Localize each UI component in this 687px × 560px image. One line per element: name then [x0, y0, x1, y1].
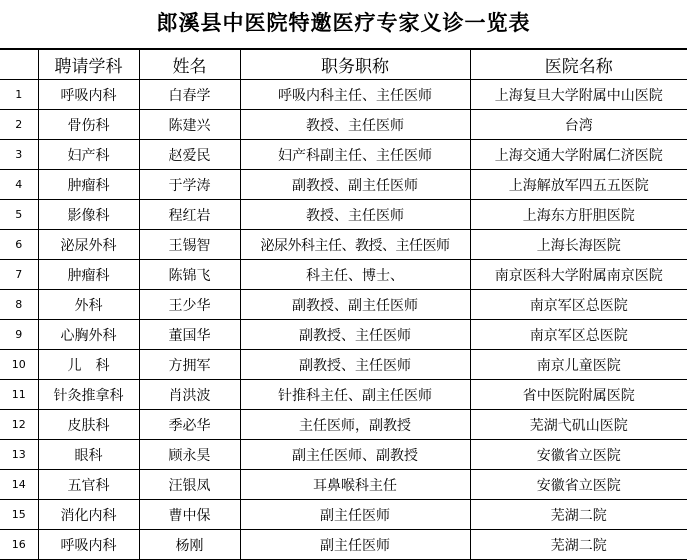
cell-name[interactable]: 季必华	[139, 410, 240, 440]
table-row	[0, 470, 687, 500]
cell-position[interactable]: 主任医师，副教授	[240, 410, 470, 440]
cell-number[interactable]: 15	[0, 500, 38, 530]
cell-hospital[interactable]: 南京儿童医院	[470, 350, 687, 380]
table-body	[0, 80, 687, 560]
cell-number[interactable]: 2	[0, 110, 38, 140]
cell-number[interactable]: 13	[0, 440, 38, 470]
cell-number[interactable]: 8	[0, 290, 38, 320]
cell-position[interactable]: 泌尿外科主任、教授、主任医师	[240, 230, 470, 260]
table-row	[0, 440, 687, 470]
cell-position[interactable]: 科主任、博士、	[240, 260, 470, 290]
cell-name[interactable]: 杨刚	[139, 530, 240, 560]
cell-hospital[interactable]: 南京军区总医院	[470, 320, 687, 350]
sheet-title: 郎溪县中医院特邀医疗专家义诊一览表	[0, 0, 687, 49]
cell-department[interactable]: 骨伤科	[38, 110, 139, 140]
table-row	[0, 200, 687, 230]
cell-number[interactable]: 16	[0, 530, 38, 560]
cell-hospital[interactable]: 上海交通大学附属仁济医院	[470, 140, 687, 170]
table-row	[0, 350, 687, 380]
cell-name[interactable]: 王少华	[139, 290, 240, 320]
cell-number[interactable]: 11	[0, 380, 38, 410]
cell-name[interactable]: 陈建兴	[139, 110, 240, 140]
cell-name[interactable]: 汪银凤	[139, 470, 240, 500]
cell-department[interactable]: 肿瘤科	[38, 260, 139, 290]
header-department[interactable]: 聘请学科	[38, 50, 139, 80]
cell-hospital[interactable]: 南京医科大学附属南京医院	[470, 260, 687, 290]
header-name[interactable]: 姓名	[139, 50, 240, 80]
cell-position[interactable]: 耳鼻喉科主任	[240, 470, 470, 500]
header-number[interactable]	[0, 50, 38, 80]
table-row	[0, 140, 687, 170]
cell-position[interactable]: 副主任医师、副教授	[240, 440, 470, 470]
cell-name[interactable]: 肖洪波	[139, 380, 240, 410]
cell-number[interactable]: 9	[0, 320, 38, 350]
cell-name[interactable]: 方拥军	[139, 350, 240, 380]
cell-name[interactable]: 董国华	[139, 320, 240, 350]
cell-department[interactable]: 儿 科	[38, 350, 139, 380]
cell-number[interactable]: 1	[0, 80, 38, 110]
cell-hospital[interactable]: 上海解放军四五五医院	[470, 170, 687, 200]
cell-name[interactable]: 陈锦飞	[139, 260, 240, 290]
cell-hospital[interactable]: 台湾	[470, 110, 687, 140]
cell-position[interactable]: 副教授、主任医师	[240, 350, 470, 380]
cell-department[interactable]: 妇产科	[38, 140, 139, 170]
cell-department[interactable]: 眼科	[38, 440, 139, 470]
cell-name[interactable]: 于学涛	[139, 170, 240, 200]
header-position[interactable]: 职务职称	[240, 50, 470, 80]
cell-hospital[interactable]: 芜湖二院	[470, 530, 687, 560]
cell-department[interactable]: 影像科	[38, 200, 139, 230]
cell-number[interactable]: 6	[0, 230, 38, 260]
cell-position[interactable]: 教授、主任医师	[240, 110, 470, 140]
table-row	[0, 260, 687, 290]
cell-department[interactable]: 消化内科	[38, 500, 139, 530]
cell-position[interactable]: 呼吸内科主任、主任医师	[240, 80, 470, 110]
cell-hospital[interactable]: 上海东方肝胆医院	[470, 200, 687, 230]
cell-position[interactable]: 副主任医师	[240, 500, 470, 530]
expert-table	[0, 49, 687, 560]
table-row	[0, 530, 687, 560]
cell-name[interactable]: 程红岩	[139, 200, 240, 230]
cell-name[interactable]: 赵爱民	[139, 140, 240, 170]
cell-department[interactable]: 外科	[38, 290, 139, 320]
cell-position[interactable]: 妇产科副主任、主任医师	[240, 140, 470, 170]
cell-hospital[interactable]: 芜湖二院	[470, 500, 687, 530]
cell-name[interactable]: 白春学	[139, 80, 240, 110]
table-row	[0, 110, 687, 140]
cell-position[interactable]: 副主任医师	[240, 530, 470, 560]
cell-number[interactable]: 7	[0, 260, 38, 290]
cell-hospital[interactable]: 上海复旦大学附属中山医院	[470, 80, 687, 110]
cell-hospital[interactable]: 芜湖弋矶山医院	[470, 410, 687, 440]
table-row	[0, 500, 687, 530]
cell-position[interactable]: 副教授、副主任医师	[240, 170, 470, 200]
header-row	[0, 50, 687, 80]
cell-hospital[interactable]: 省中医院附属医院	[470, 380, 687, 410]
cell-number[interactable]: 10	[0, 350, 38, 380]
cell-name[interactable]: 王锡智	[139, 230, 240, 260]
cell-number[interactable]: 3	[0, 140, 38, 170]
cell-number[interactable]: 14	[0, 470, 38, 500]
cell-position[interactable]: 副教授、副主任医师	[240, 290, 470, 320]
cell-hospital[interactable]: 安徽省立医院	[470, 470, 687, 500]
cell-number[interactable]: 12	[0, 410, 38, 440]
cell-position[interactable]: 针推科主任、副主任医师	[240, 380, 470, 410]
cell-position[interactable]: 副教授、主任医师	[240, 320, 470, 350]
cell-hospital[interactable]: 南京军区总医院	[470, 290, 687, 320]
cell-department[interactable]: 呼吸内科	[38, 80, 139, 110]
table-row	[0, 320, 687, 350]
cell-department[interactable]: 心胸外科	[38, 320, 139, 350]
table-row	[0, 410, 687, 440]
cell-name[interactable]: 顾永昊	[139, 440, 240, 470]
cell-name[interactable]: 曹中保	[139, 500, 240, 530]
cell-department[interactable]: 泌尿外科	[38, 230, 139, 260]
cell-position[interactable]: 教授、主任医师	[240, 200, 470, 230]
table-row	[0, 230, 687, 260]
table-row	[0, 380, 687, 410]
cell-department[interactable]: 针灸推拿科	[38, 380, 139, 410]
cell-number[interactable]: 5	[0, 200, 38, 230]
table-row	[0, 80, 687, 110]
cell-hospital[interactable]: 安徽省立医院	[470, 440, 687, 470]
table-row	[0, 290, 687, 320]
cell-department[interactable]: 肿瘤科	[38, 170, 139, 200]
header-hospital[interactable]: 医院名称	[470, 50, 687, 80]
cell-department[interactable]: 五官科	[38, 470, 139, 500]
cell-hospital[interactable]: 上海长海医院	[470, 230, 687, 260]
cell-department[interactable]: 皮肤科	[38, 410, 139, 440]
table-row	[0, 170, 687, 200]
cell-number[interactable]: 4	[0, 170, 38, 200]
cell-department[interactable]: 呼吸内科	[38, 530, 139, 560]
